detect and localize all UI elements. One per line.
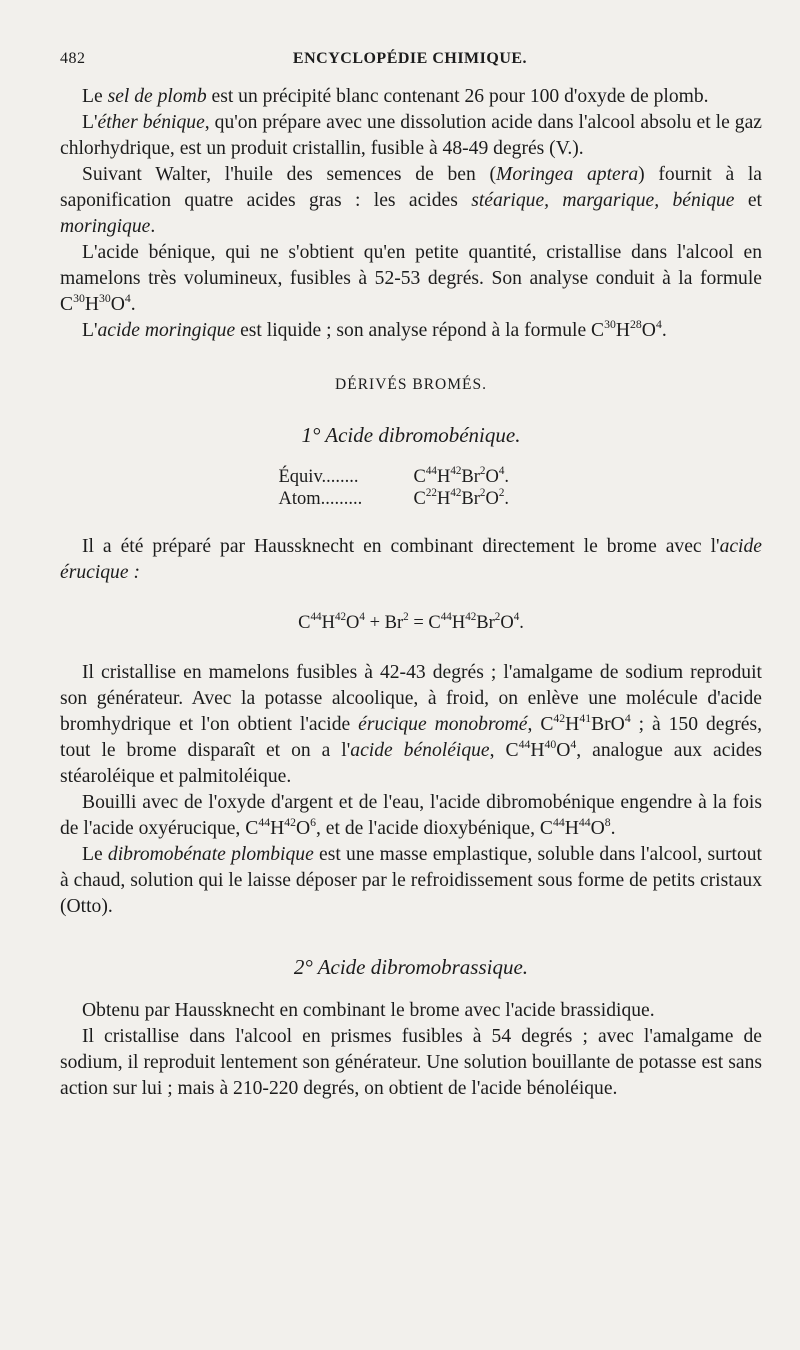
formula-row-atom: Atom......... $C^{22}H^{42}Br^2O^2$.	[278, 487, 509, 509]
page-body	[60, 84, 762, 1102]
formula-row-equiv: Équiv........ $C^{44}H^{42}Br^2O^4$.	[278, 465, 509, 487]
paragraph-dibromobenate: Le dibromobénate plombique est une masse emplastique, soluble dans l'alcool, surtout à chaud, solution qui le laisse déposer par le refroidissement sous forme de petits cristaux (Otto).	[60, 844, 762, 917]
subheading-acide-dibromobrassique: 2° Acide dibromobrassique.	[293, 955, 529, 979]
paragraph-acide-benique: L'acide bénique, qui ne s'obtient qu'en petite quantité, cristallise dans l'alcool en mamelons très volumineux, fusibles à 52-53 degrés. Son analyse conduit à la formule $C^{30}H^{30}O^4$.	[60, 242, 762, 315]
paragraph-obtenu: Obtenu par Haussknecht en combinant le brome avec l'acide brassidique.	[82, 1000, 655, 1021]
page-header	[60, 50, 760, 74]
running-title: ENCYCLOPÉDIE CHIMIQUE.	[292, 50, 528, 67]
subheading-acide-dibromobenique: 1° Acide dibromobénique.	[301, 423, 521, 447]
paragraph-bouilli: Bouilli avec de l'oxyde d'argent et de l'eau, l'acide dibromobénique engendre à la fois de l'acide oxyérucique, $C^{44}H^{42}O^6$, et de l'acide dioxybénique, $C^{44}H^{44}O^8$.	[60, 792, 762, 839]
paragraph-ether-benique: L'éther bénique, qu'on prépare avec une dissolution acide dans l'alcool absolu et le gaz chlorhydrique, est un produit cristallin, fusible à 48-49 degrés (V.).	[60, 112, 762, 159]
paragraph-walter: Suivant Walter, l'huile des semences de ben (Moringea aptera) fournit à la saponification quatre acides gras : les acides stéarique, margarique, bénique et moringique.	[60, 164, 762, 237]
section-heading-derives-bromes: DÉRIVÉS BROMÉS.	[335, 376, 487, 393]
paragraph-preparation: Il a été préparé par Haussknecht en combinant directement le brome avec l'acide érucique :	[60, 536, 762, 583]
paragraph-cristallise: Il cristallise en mamelons fusibles à 42-43 degrés ; l'amalgame de sodium reproduit son générateur. Avec la potasse alcoolique, à froid, on enlève une molécule d'acide bromhydrique et l'on obtient l'acide érucique monobromé, $C^{42}H^{41}BrO^4$ ; à 150 degrés, tout le brome disparaît et on a l'acide bénoléique, $C^{44}H^{40}O^4$, analogue aux acides stéaroléique et palmitoléique.	[60, 662, 763, 787]
formula-table	[60, 466, 762, 510]
reaction-equation: $C^{44}H^{42}O^4 + Br^2 = C^{44}H^{42}Br^2O^4$.	[298, 611, 524, 633]
page-number: 482	[60, 50, 86, 67]
paragraph-sel-de-plomb: Le sel de plomb est un précipité blanc contenant 26 pour 100 d'oxyde de plomb.	[82, 86, 709, 107]
paragraph-acide-moringique: L'acide moringique est liquide ; son analyse répond à la formule $C^{30}H^{28}O^4$.	[82, 317, 667, 341]
paragraph-cristallise-alcool: Il cristallise dans l'alcool en prismes fusibles à 54 degrés ; avec l'amalgame de sodium, il reproduit lentement son générateur. Une solution bouillante de potasse est sans action sur lui ; mais à 210-220 degrés, on obtient de l'acide bénoléique.	[60, 1026, 762, 1099]
